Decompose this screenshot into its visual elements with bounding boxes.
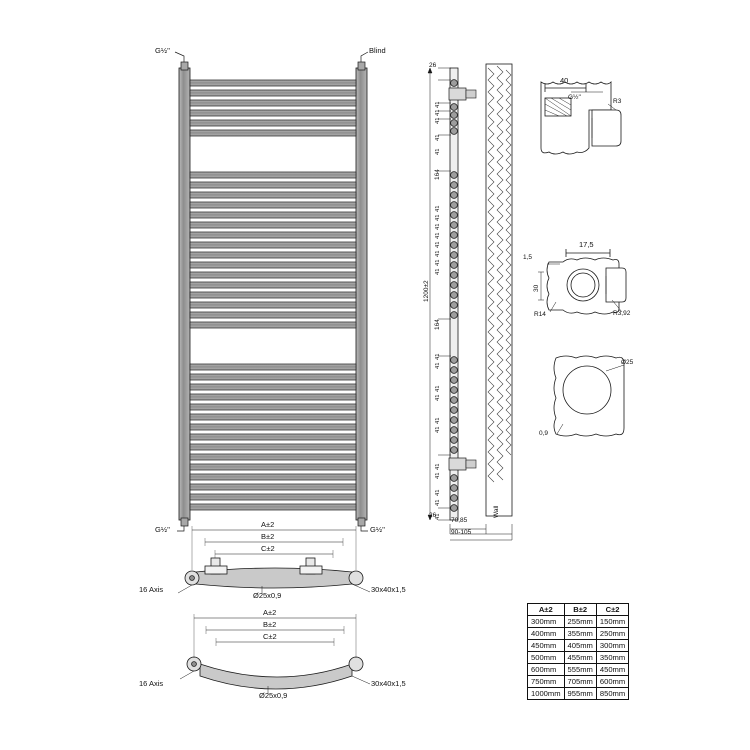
size-table-cell-4-2: 450mm	[596, 664, 628, 676]
label-bottom-right-connection: G½''	[370, 525, 385, 534]
size-table-row	[528, 688, 629, 700]
label-pitch-c-10: 41	[435, 362, 441, 369]
label-pitch-c-13: 41	[435, 417, 441, 424]
label-pitch-c-15: 41	[435, 513, 441, 520]
size-table-header-0: A±2	[528, 604, 565, 616]
label-pitch-c-8: 41	[435, 268, 441, 275]
size-table-row	[528, 628, 629, 640]
label-clamp-radius-right: R3,92	[613, 310, 631, 317]
label-bracket-width: 40	[560, 76, 569, 85]
size-table-cell-3-2: 350mm	[596, 652, 628, 664]
label-top-right-connection: Blind	[369, 46, 386, 55]
size-table-cell-6-2: 850mm	[596, 688, 628, 700]
label-plan-bottom-tube-spec: Ø25x0,9	[259, 691, 288, 700]
label-pitch-c-1: 41	[435, 205, 441, 212]
size-table-header-2: C±2	[596, 604, 628, 616]
label-pitch-c-7: 41	[435, 259, 441, 266]
size-table-cell-0-1: 255mm	[564, 616, 596, 628]
size-table-cell-6-0: 1000mm	[528, 688, 565, 700]
size-table-header-1: B±2	[564, 604, 596, 616]
label-bottom-left-connection: G½''	[155, 525, 170, 534]
size-table-cell-4-0: 600mm	[528, 664, 565, 676]
label-pitch-c-12: 41	[435, 394, 441, 401]
label-gap-lower: 164	[434, 319, 441, 330]
label-plan-top-axis: 16 Axis	[139, 585, 164, 594]
size-table-cell-0-2: 150mm	[596, 616, 628, 628]
size-table-cell-5-2: 600mm	[596, 676, 628, 688]
label-plan-bottom-rail-spec: 30x40x1,5	[371, 679, 406, 688]
label-wall-gap-range: 90-105	[451, 529, 472, 536]
label-pitch-c-9: 41	[435, 353, 441, 360]
label-pitch-c-4: 41	[435, 232, 441, 239]
size-table-cell-4-1: 555mm	[564, 664, 596, 676]
label-wall-gap: 70,85	[451, 517, 468, 524]
label-pitch-b-3: 41	[435, 463, 441, 470]
label-plan-bottom-axis: 16 Axis	[139, 679, 164, 688]
label-plan-bottom-dim-c: C±2	[263, 632, 277, 641]
size-table-row	[528, 616, 629, 628]
wall-hatch	[488, 66, 511, 482]
label-pitch-a-2: 41	[435, 109, 441, 116]
size-table-cell-2-2: 300mm	[596, 640, 628, 652]
size-table-header-row	[528, 604, 629, 616]
label-pitch-b-4: 41	[435, 472, 441, 479]
label-plan-bottom-dim-a: A±2	[263, 608, 277, 617]
label-clamp-radius-left: R14	[534, 311, 546, 318]
label-side-bottom-margin: 26	[429, 512, 437, 519]
label-plan-top-rail-spec: 30x40x1,5	[371, 585, 406, 594]
label-pitch-c-14: 41	[435, 426, 441, 433]
label-overall-height: 1200±2	[423, 280, 430, 302]
label-pitch-b-2: 41	[435, 148, 441, 155]
label-plan-top-dim-a: A±2	[261, 520, 275, 529]
size-table-cell-3-1: 455mm	[564, 652, 596, 664]
label-bracket-radius: R3	[613, 98, 622, 105]
label-gap-upper: 164	[434, 169, 441, 180]
size-table-cell-2-0: 450mm	[528, 640, 565, 652]
label-clamp-thickness: 1,5	[523, 254, 533, 261]
label-pitch-b-6: 41	[435, 499, 441, 506]
size-table-cell-6-1: 955mm	[564, 688, 596, 700]
label-top-left-connection: G½''	[155, 46, 170, 55]
size-table-row	[528, 676, 629, 688]
label-pitch-c-5: 41	[435, 241, 441, 248]
label-pitch-c-11: 41	[435, 385, 441, 392]
label-plan-bottom-dim-b: B±2	[263, 620, 277, 629]
label-wall: Wall	[493, 505, 500, 518]
label-clamp-depth: 17,5	[579, 240, 594, 249]
size-table-cell-5-0: 750mm	[528, 676, 565, 688]
label-tube-diameter: Ø25	[621, 359, 634, 366]
label-pitch-a-1: 41	[435, 101, 441, 108]
label-pitch-c-3: 41	[435, 223, 441, 230]
size-table-row	[528, 652, 629, 664]
label-side-top-margin: 26	[429, 62, 437, 69]
label-pitch-a-3: 41	[435, 117, 441, 124]
size-table-cell-1-0: 400mm	[528, 628, 565, 640]
size-table-row	[528, 640, 629, 652]
size-table-cell-3-0: 500mm	[528, 652, 565, 664]
size-table-cell-1-1: 355mm	[564, 628, 596, 640]
label-pitch-b-5: 41	[435, 489, 441, 496]
size-table-row	[528, 664, 629, 676]
label-plan-top-dim-c: C±2	[261, 544, 275, 553]
label-plan-top-dim-b: B±2	[261, 532, 275, 541]
label-pitch-c-2: 41	[435, 214, 441, 221]
label-pitch-b-1: 41	[435, 134, 441, 141]
label-pitch-c-6: 41	[435, 250, 441, 257]
label-clamp-height: 30	[533, 284, 540, 292]
size-table-cell-2-1: 405mm	[564, 640, 596, 652]
size-table-cell-1-2: 250mm	[596, 628, 628, 640]
size-table	[527, 603, 629, 700]
label-tube-wall: 0,9	[539, 430, 549, 437]
size-table-cell-5-1: 705mm	[564, 676, 596, 688]
label-bracket-thread: G½''	[568, 94, 581, 101]
size-table-cell-0-0: 300mm	[528, 616, 565, 628]
label-plan-top-tube-spec: Ø25x0,9	[253, 591, 282, 600]
